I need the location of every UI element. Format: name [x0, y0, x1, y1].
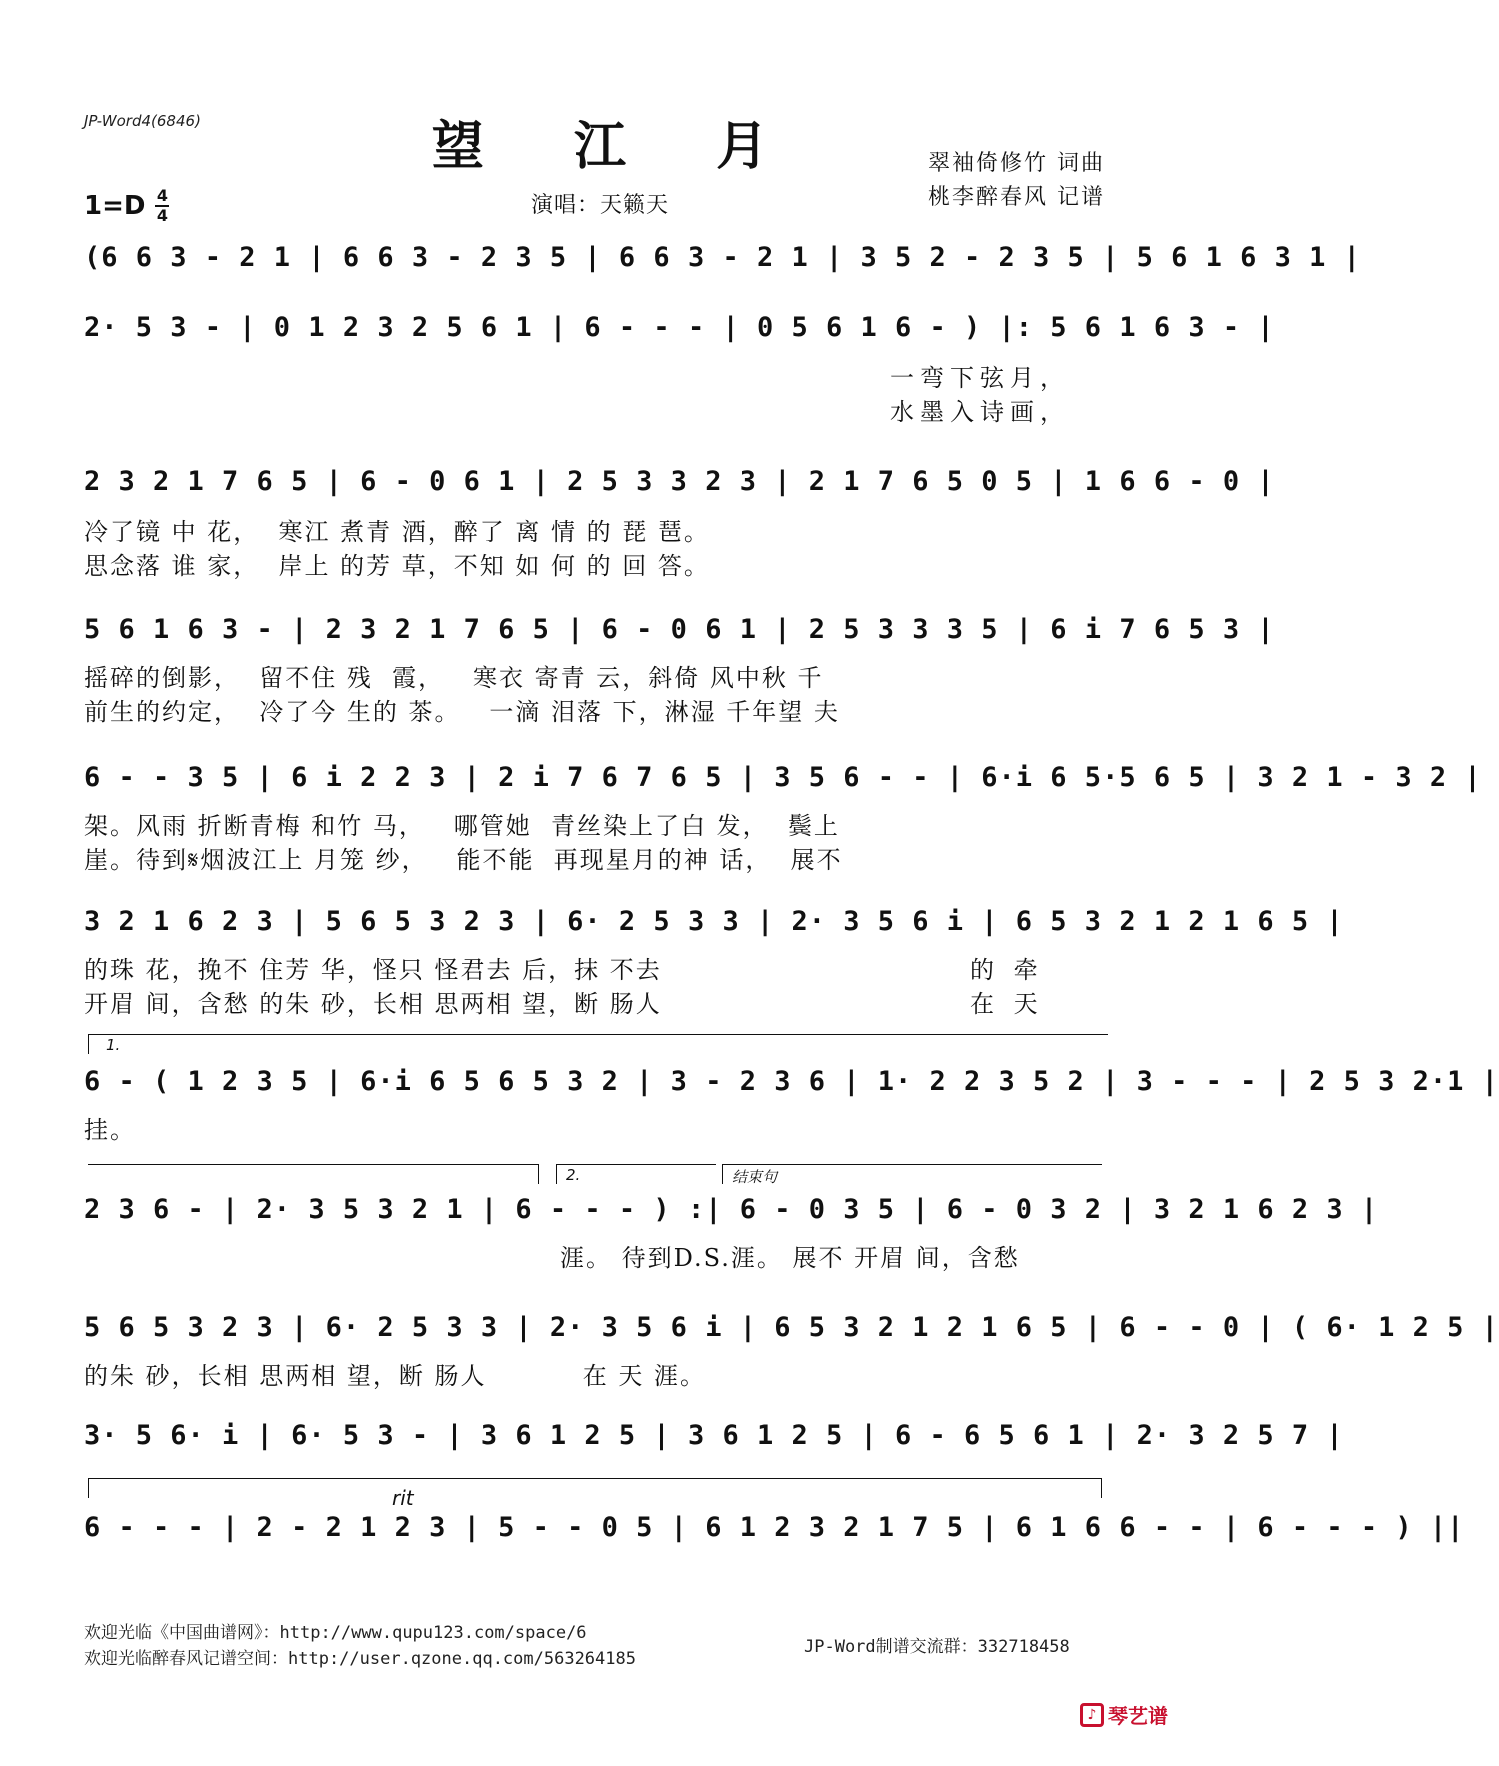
lyric-line-4a: 摇碎的倒影， 留不住 残 霞， 寒衣 寄青 云，斜倚 风中秋 千: [84, 664, 824, 692]
volta-1-label: 1.: [106, 1036, 121, 1054]
lyric-line-2b: 水墨入诗画，: [890, 398, 1070, 426]
key-label: 1=D: [84, 191, 146, 221]
lyric-line-5b: 崖。待到𝄋烟波江上 月笼 纱， 能不能 再现星月的神 话， 展不: [84, 846, 843, 874]
rit-label: rit: [392, 1486, 414, 1510]
volta-2-label: 2.: [566, 1166, 581, 1184]
footer-link-2[interactable]: 欢迎光临醉春风记谱空间：http://user.qzone.qq.com/563264185: [84, 1649, 636, 1669]
lyric-line-3b: 思念落 谁 家， 岸上 的芳 草，不知 如 何 的 回 答。: [84, 552, 710, 580]
rit-bracket: [88, 1478, 1102, 1479]
lyric-line-3a: 冷了镜 中 花， 寒江 煮青 酒，醉了 离 情 的 琵 琶。: [84, 518, 710, 546]
lyric-line-6a: 的珠 花，挽不 住芳 华，怪只 怪君去 后，抹 不去: [84, 956, 662, 984]
rit-tick-end: [1101, 1478, 1102, 1498]
volta-1-tick: [88, 1034, 89, 1054]
footer-link-1[interactable]: 欢迎光临《中国曲谱网》：http://www.qupu123.com/space/6: [84, 1623, 587, 1643]
score-line-3: 2 3 2 1 7 6 5 | 6 - 0 6 1 | 2 5 3 3 2 3 | 2 1 7 6 5 0 5 | 1 6 6 - 0 |: [84, 466, 1275, 497]
score-line-8: 2 3 6 - | 2· 3 5 3 2 1 | 6 - - - ) :| 6 - 0 3 5 | 6 - 0 3 2 | 3 2 1 6 2 3 |: [84, 1194, 1379, 1225]
lyric-line-4b: 前生的约定， 冷了今 生的 茶。 一滴 泪落 下，淋湿 千年望 夫: [84, 698, 840, 726]
credit-score: 桃李醉春风 记谱: [928, 185, 1105, 210]
site-logo: [1080, 1700, 1168, 1729]
score-title: 望 江 月: [431, 116, 805, 177]
volta-1-end-tick: [538, 1164, 539, 1184]
volta-2-tick: [556, 1164, 557, 1184]
lyric-line-5a: 架。风雨 折断青梅 和竹 马， 哪管她 青丝染上了白 发， 鬓上: [84, 812, 840, 840]
score-line-5: 6 - - 3 5 | 6 i 2 2 3 | 2 i 7 6 7 6 5 | 3 5 6 - - | 6·i 6 5·5 6 5 | 3 2 1 - 3 2 |: [84, 762, 1482, 793]
lyric-line-9: 的朱 砂，长相 思两相 望，断 肠人 在 天 涯。: [84, 1362, 707, 1390]
time-top: 4: [156, 186, 169, 205]
software-version: JP-Word4(6846): [84, 112, 201, 130]
music-icon: ♪: [1080, 1703, 1104, 1727]
lyric-line-6a-end: 的 牵: [970, 956, 1044, 984]
score-line-6: 3 2 1 6 2 3 | 5 6 5 3 2 3 | 6· 2 5 3 3 | 2· 3 5 6 i | 6 5 3 2 1 2 1 6 5 |: [84, 906, 1344, 937]
score-line-4: 5 6 1 6 3 - | 2 3 2 1 7 6 5 | 6 - 0 6 1 | 2 5 3 3 3 5 | 6 i 7 6 5 3 |: [84, 614, 1275, 645]
coda-label: 结束句: [732, 1168, 778, 1186]
volta-1-continue: [88, 1164, 538, 1165]
score-line-7: 6 - ( 1 2 3 5 | 6·i 6 5 6 5 3 2 | 3 - 2 3 6 | 1· 2 2 3 5 2 | 3 - - - | 2 5 3 2·1 |: [84, 1066, 1499, 1097]
score-line-1: (6 6 3 - 2 1 | 6 6 3 - 2 3 5 | 6 6 3 - 2 1 | 3 5 2 - 2 3 5 | 5 6 1 6 3 1 |: [84, 242, 1361, 273]
coda-tick: [722, 1164, 723, 1184]
singer: 演唱：天籁天: [530, 193, 669, 218]
rit-tick-start: [88, 1478, 89, 1498]
logo-text: 琴艺谱: [1108, 1704, 1168, 1728]
time-bottom: 4: [156, 206, 169, 225]
footer-group: JP-Word制谱交流群：332718458: [804, 1637, 1070, 1657]
coda-bracket: [722, 1164, 1102, 1165]
lyric-line-8: 涯。 待到D.S.涯。 展不 开眉 间，含愁: [560, 1244, 1020, 1272]
score-line-9: 5 6 5 3 2 3 | 6· 2 5 3 3 | 2· 3 5 6 i | 6 5 3 2 1 2 1 6 5 | 6 - - 0 | ( 6· 1 2 5 |: [84, 1312, 1499, 1343]
score-line-11: 6 - - - | 2 - 2 1 2 3 | 5 - - 0 5 | 6 1 2 3 2 1 7 5 | 6 1 6 6 - - | 6 - - - ) ||: [84, 1512, 1465, 1543]
lyric-line-6b-end: 在 天: [970, 990, 1044, 1018]
score-line-2: 2· 5 3 - | 0 1 2 3 2 5 6 1 | 6 - - - | 0 5 6 1 6 - ) |: 5 6 1 6 3 - |: [84, 312, 1275, 343]
credit-words: 翠袖倚修竹 词曲: [928, 151, 1105, 176]
volta-2-bracket: [556, 1164, 716, 1165]
lyric-line-2a: 一弯下弦月，: [890, 364, 1070, 392]
volta-1-bracket: [88, 1034, 1108, 1035]
score-line-10: 3· 5 6· i | 6· 5 3 - | 3 6 1 2 5 | 3 6 1 2 5 | 6 - 6 5 6 1 | 2· 3 2 5 7 |: [84, 1420, 1344, 1451]
lyric-line-6b: 开眉 间，含愁 的朱 砂，长相 思两相 望，断 肠人: [84, 990, 662, 1018]
lyric-line-7: 挂。: [84, 1116, 136, 1144]
